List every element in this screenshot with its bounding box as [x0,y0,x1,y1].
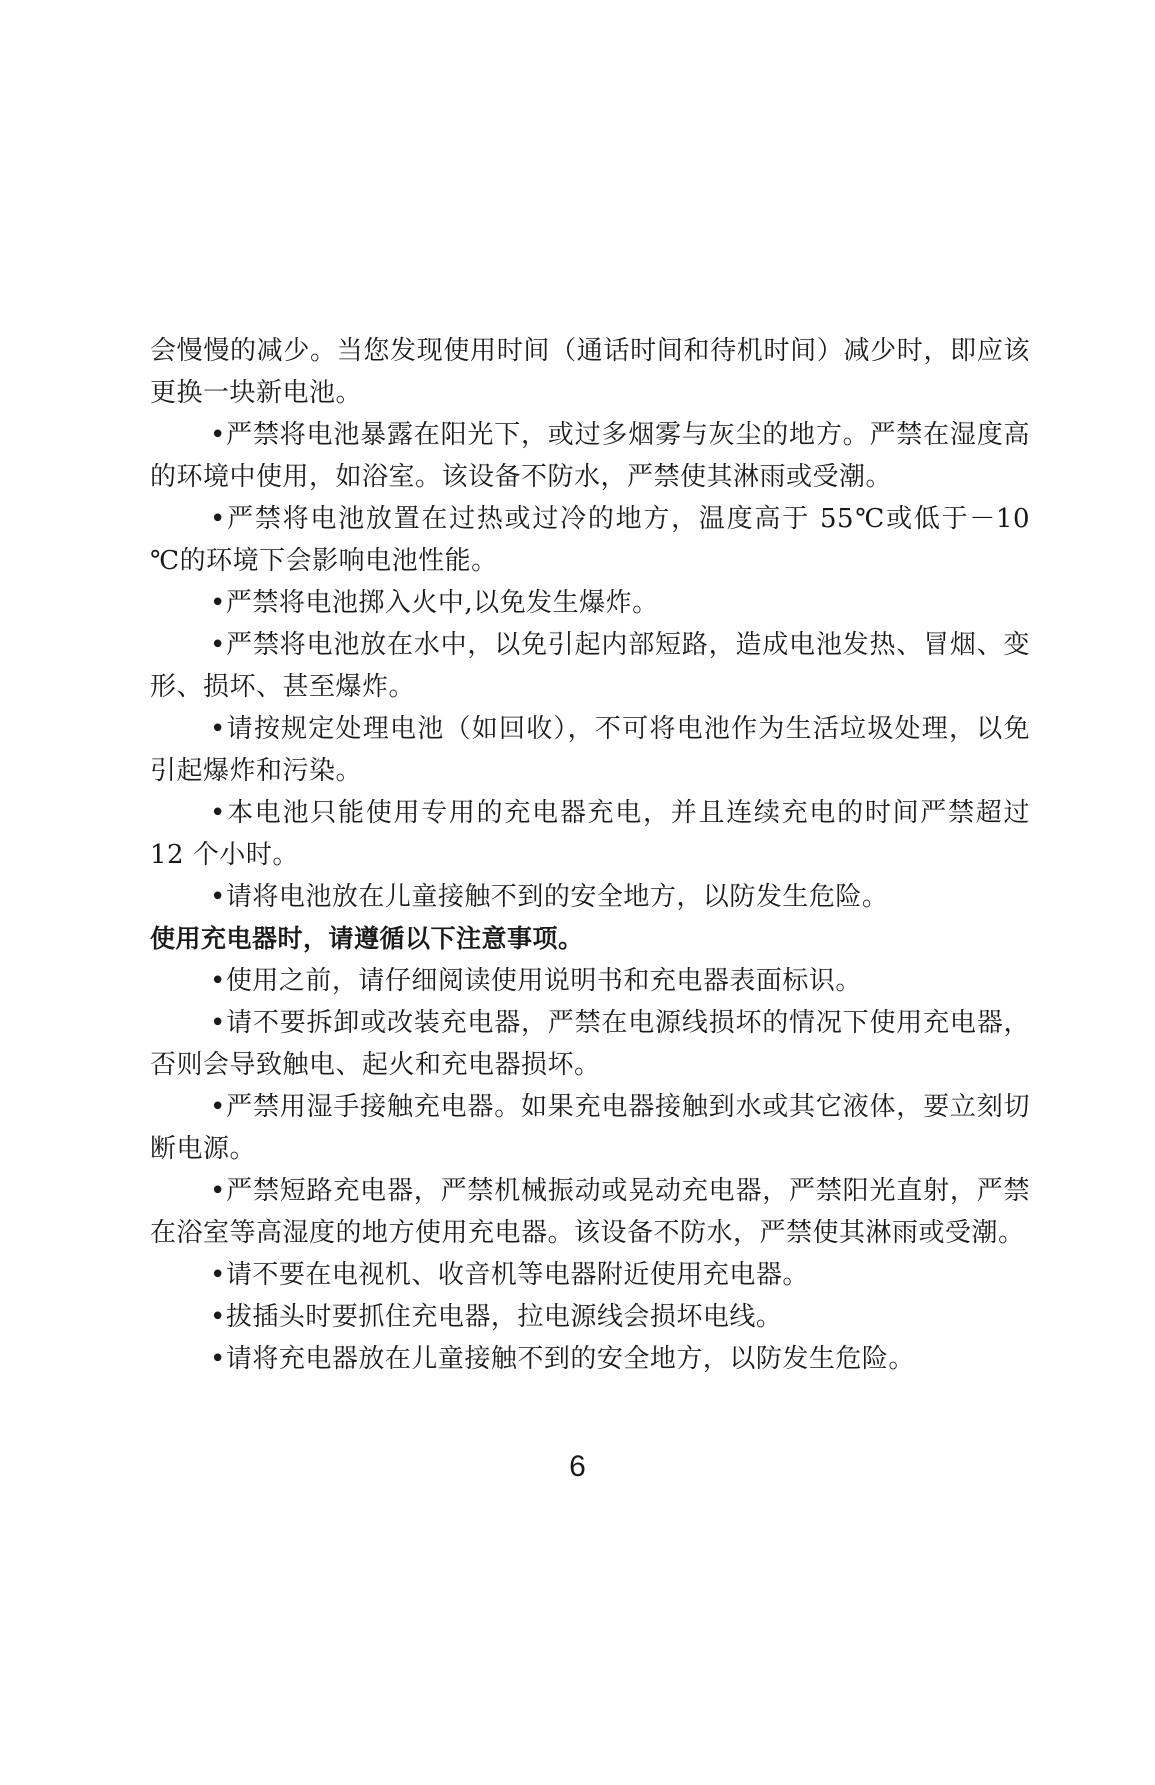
charger-warning-disassemble: •请不要拆卸或改装充电器，严禁在电源线损坏的情况下使用充电器，否则会导致触电、起火和充电器损坏。 [150,1008,1030,1080]
charger-warning-short-circuit: •严禁短路充电器，严禁机械振动或晃动充电器，严禁阳光直射，严禁在浴室等高湿度的地方使用充电器。该设备不防水，严禁使其淋雨或受潮。 [150,1176,1030,1248]
battery-warning-disposal: •请按规定处理电池（如回收），不可将电池作为生活垃圾处理，以免引起爆炸和污染。 [150,714,1030,786]
continued-paragraph: 会慢慢的减少。当您发现使用时间（通话时间和待机时间）减少时，即应该更换一块新电池。 [150,336,1030,408]
charger-warning-electronics: •请不要在电视机、收音机等电器附近使用充电器。 [210,1260,809,1290]
page-number: 6 [569,1450,586,1483]
document-body [150,330,1030,1380]
battery-warning-fire: •严禁将电池掷入火中,以免发生爆炸。 [210,588,659,618]
battery-warning-water: •严禁将电池放在水中，以免引起内部短路，造成电池发热、冒烟、变形、损坏、甚至爆炸。 [150,630,1030,702]
charger-warning-wet-hands: •严禁用湿手接触充电器。如果充电器接触到水或其它液体，要立刻切断电源。 [150,1092,1030,1164]
battery-warning-temperature: •严禁将电池放置在过热或过冷的地方，温度高于 55℃或低于－10 ℃的环境下会影响电池性能。 [150,504,1030,576]
charger-section-heading: 使用充电器时，请遵循以下注意事项。 [150,924,584,953]
charger-warning-read-manual: •使用之前，请仔细阅读使用说明书和充电器表面标识。 [210,966,862,996]
battery-warning-children: •请将电池放在儿童接触不到的安全地方，以防发生危险。 [210,882,889,912]
charger-warning-children: •请将充电器放在儿童接触不到的安全地方，以防发生危险。 [210,1344,915,1374]
battery-warning-sunlight: •严禁将电池暴露在阳光下，或过多烟雾与灰尘的地方。严禁在湿度高的环境中使用，如浴室。该设备不防水，严禁使其淋雨或受潮。 [150,420,1030,492]
battery-warning-charging: •本电池只能使用专用的充电器充电，并且连续充电的时间严禁超过 12 个小时。 [150,798,1030,870]
charger-warning-unplug: •拔插头时要抓住充电器，拉电源线会损坏电线。 [210,1302,783,1332]
